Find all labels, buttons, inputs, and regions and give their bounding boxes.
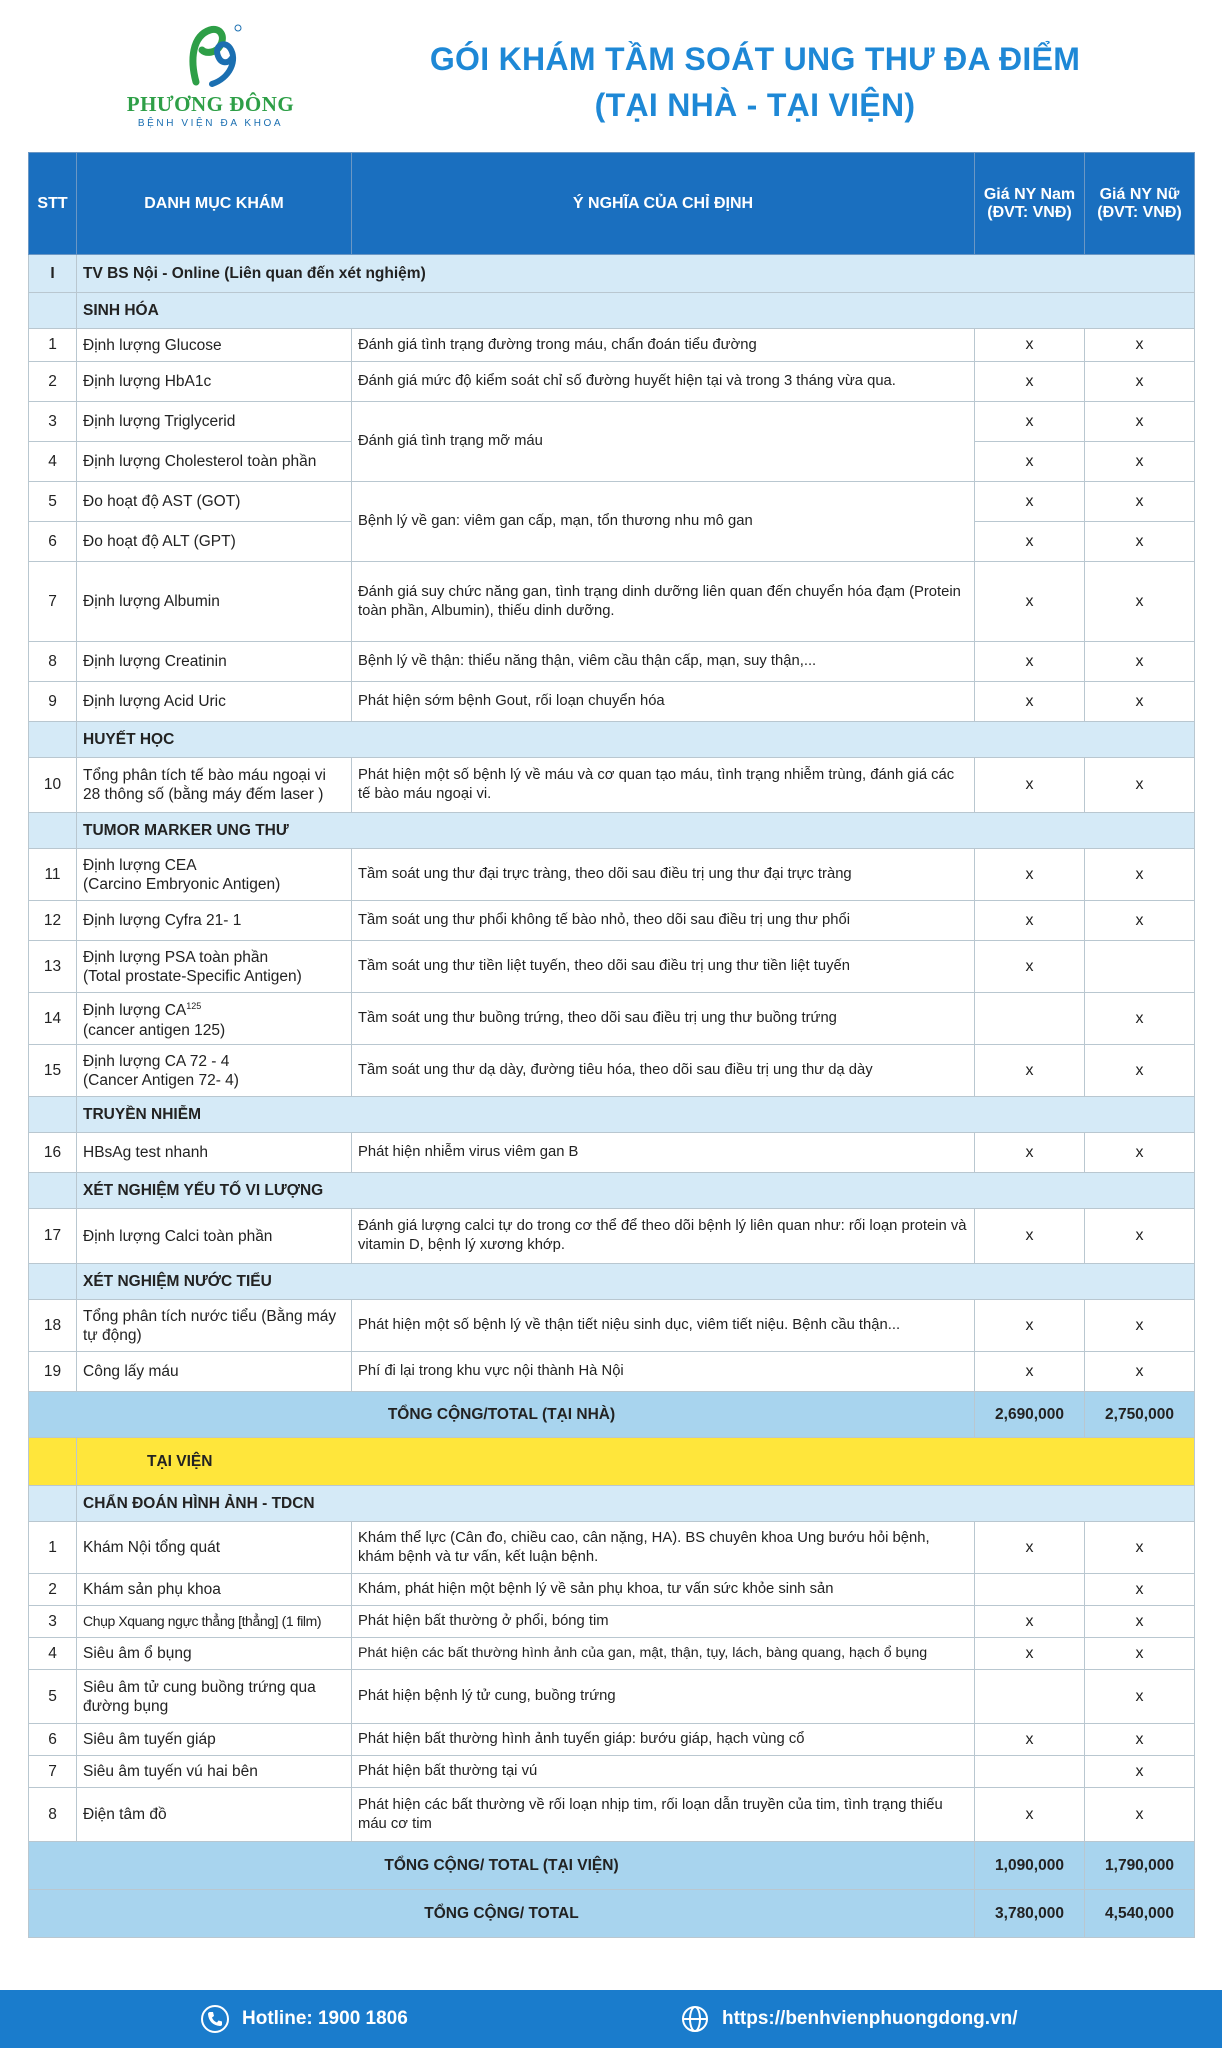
total-home-row	[29, 1392, 1195, 1438]
row-male-mark: x	[975, 901, 1085, 941]
row-item: Khám Nội tổng quát	[77, 1522, 352, 1574]
globe-icon	[680, 2004, 710, 2034]
row-male-mark: x	[975, 442, 1085, 482]
total-clinic-label: TỔNG CỘNG/ TOTAL (TẠI VIỆN)	[29, 1842, 975, 1890]
row-meaning: Phát hiện các bất thường hình ảnh của gan, mật, thận, tụy, lách, bàng quang, hạch ổ bụng	[352, 1638, 975, 1670]
row-item: Định lượng Albumin	[77, 562, 352, 642]
row-meaning: Khám, phát hiện một bệnh lý về sản phụ khoa, tư vấn sức khỏe sinh sản	[352, 1574, 975, 1606]
row-stt: 17	[29, 1209, 77, 1264]
header-male-price: Giá NY Nam (ĐVT: VNĐ)	[975, 153, 1085, 255]
row-female-mark: x	[1085, 1045, 1195, 1097]
row-meaning: Phát hiện bất thường ở phổi, bóng tim	[352, 1606, 975, 1638]
table-row	[29, 1638, 1195, 1670]
row-male-mark: x	[975, 1522, 1085, 1574]
row-meaning: Đánh giá lượng calci tự do trong cơ thể để theo dõi bệnh lý liên quan như: rối loạn protein và vitamin D, bệnh lý xương khớp.	[352, 1209, 975, 1264]
row-male-mark: x	[975, 329, 1085, 362]
header-meaning: Ý NGHĨA CỦA CHỈ ĐỊNH	[352, 153, 975, 255]
row-male-mark: x	[975, 1724, 1085, 1756]
row-meaning: Tầm soát ung thư đại trực tràng, theo dõi sau điều trị ung thư đại trực tràng	[352, 849, 975, 901]
row-female-mark: x	[1085, 1670, 1195, 1724]
row-meaning: Phát hiện bất thường tại vú	[352, 1756, 975, 1788]
row-stt: 3	[29, 402, 77, 442]
table-row	[29, 1522, 1195, 1574]
price-table	[28, 152, 1195, 1938]
website-link[interactable]	[680, 2004, 1018, 2034]
row-item: Đo hoạt độ AST (GOT)	[77, 482, 352, 522]
row-meaning: Đánh giá mức độ kiểm soát chỉ số đường huyết hiện tại và trong 3 tháng vừa qua.	[352, 362, 975, 402]
hospital-logo	[118, 22, 303, 132]
row-male-mark: x	[975, 1133, 1085, 1173]
total-all-male: 3,780,000	[975, 1890, 1085, 1938]
row-male-mark: x	[975, 1209, 1085, 1264]
row-item: Định lượng Glucose	[77, 329, 352, 362]
section-row	[29, 722, 1195, 758]
header-female-price: Giá NY Nữ (ĐVT: VNĐ)	[1085, 153, 1195, 255]
row-female-mark: x	[1085, 329, 1195, 362]
row-item: Định lượng CEA (Carcino Embryonic Antigen)	[77, 849, 352, 901]
page-title	[330, 36, 1180, 128]
row-stt: 3	[29, 1606, 77, 1638]
row-male-mark: x	[975, 941, 1085, 993]
row-stt: 14	[29, 993, 77, 1045]
row-item: Siêu âm tuyến vú hai bên	[77, 1756, 352, 1788]
row-meaning: Đánh giá tình trạng đường trong máu, chẩn đoán tiểu đường	[352, 329, 975, 362]
row-female-mark: x	[1085, 1756, 1195, 1788]
row-stt: 6	[29, 522, 77, 562]
title-line-1: GÓI KHÁM TẦM SOÁT UNG THƯ ĐA ĐIỂM	[429, 41, 1081, 77]
row-item: HBsAg test nhanh	[77, 1133, 352, 1173]
row-meaning: Khám thể lực (Cân đo, chiều cao, cân nặng, HA). BS chuyên khoa Ung bướu hỏi bệnh, khám bệnh và tư vấn, kết luận bệnh.	[352, 1522, 975, 1574]
row-male-mark: x	[975, 362, 1085, 402]
table-row	[29, 1724, 1195, 1756]
table-row	[29, 1045, 1195, 1097]
row-stt: 4	[29, 442, 77, 482]
section-title: CHẨN ĐOÁN HÌNH ẢNH - TDCN	[77, 1486, 1195, 1522]
row-stt: 8	[29, 1788, 77, 1842]
table-row	[29, 1574, 1195, 1606]
table-row	[29, 941, 1195, 993]
table-row	[29, 758, 1195, 813]
clinic-banner-row	[29, 1438, 1195, 1486]
row-stt: 15	[29, 1045, 77, 1097]
table-row	[29, 901, 1195, 941]
section-row	[29, 813, 1195, 849]
brand-subtitle: BỆNH VIỆN ĐA KHOA	[137, 118, 284, 129]
table-row	[29, 993, 1195, 1045]
row-item: Định lượng HbA1c	[77, 362, 352, 402]
total-home-label: TỔNG CỘNG/TOTAL (TẠI NHÀ)	[29, 1392, 975, 1438]
section-title: SINH HÓA	[77, 293, 1195, 329]
row-meaning: Phát hiện sớm bệnh Gout, rối loạn chuyển hóa	[352, 682, 975, 722]
row-male-mark	[975, 1574, 1085, 1606]
row-stt: 19	[29, 1352, 77, 1392]
row-stt: 7	[29, 1756, 77, 1788]
row-female-mark: x	[1085, 522, 1195, 562]
row-meaning: Tầm soát ung thư dạ dày, đường tiêu hóa, theo dõi sau điều trị ung thư dạ dày	[352, 1045, 975, 1097]
row-meaning: Bệnh lý về gan: viêm gan cấp, mạn, tổn thương nhu mô gan	[352, 482, 975, 562]
row-stt: 2	[29, 1574, 77, 1606]
table-row	[29, 849, 1195, 901]
row-male-mark: x	[975, 1638, 1085, 1670]
row-item: Công lấy máu	[77, 1352, 352, 1392]
row-stt: 8	[29, 642, 77, 682]
row-male-mark: x	[975, 758, 1085, 813]
row-stt: 7	[29, 562, 77, 642]
row-item: Điện tâm đồ	[77, 1788, 352, 1842]
row-item: Định lượng Calci toàn phần	[77, 1209, 352, 1264]
row-stt: 11	[29, 849, 77, 901]
website-text: https://benhvienphuongdong.vn/	[722, 2008, 1018, 2029]
total-clinic-male: 1,090,000	[975, 1842, 1085, 1890]
row-meaning: Bệnh lý về thận: thiểu năng thận, viêm cầu thận cấp, mạn, suy thận,...	[352, 642, 975, 682]
section-title: XÉT NGHIỆM NƯỚC TIỂU	[77, 1264, 1195, 1300]
total-home-male: 2,690,000	[975, 1392, 1085, 1438]
hotline-text: Hotline: 1900 1806	[242, 2008, 408, 2029]
row-female-mark: x	[1085, 482, 1195, 522]
row-male-mark: x	[975, 1788, 1085, 1842]
row-meaning: Phí đi lại trong khu vực nội thành Hà Nội	[352, 1352, 975, 1392]
section-title: TRUYỀN NHIỄM	[77, 1097, 1195, 1133]
total-all-row	[29, 1890, 1195, 1938]
row-female-mark: x	[1085, 901, 1195, 941]
row-meaning: Phát hiện bất thường hình ảnh tuyến giáp: bướu giáp, hạch vùng cổ	[352, 1724, 975, 1756]
row-female-mark: x	[1085, 402, 1195, 442]
row-female-mark: x	[1085, 682, 1195, 722]
phone-icon	[200, 2004, 230, 2034]
row-female-mark: x	[1085, 758, 1195, 813]
part-title: TV BS Nội - Online (Liên quan đến xét nghiệm)	[77, 255, 1195, 293]
row-item: Định lượng CA$^{125}$ (cancer antigen 125)	[77, 993, 352, 1045]
row-female-mark: x	[1085, 642, 1195, 682]
row-female-mark: x	[1085, 993, 1195, 1045]
row-meaning: Tầm soát ung thư phổi không tế bào nhỏ, theo dõi sau điều trị ung thư phổi	[352, 901, 975, 941]
row-female-mark: x	[1085, 562, 1195, 642]
row-meaning: Tầm soát ung thư tiền liệt tuyến, theo dõi sau điều trị ung thư tiền liệt tuyến	[352, 941, 975, 993]
section-row	[29, 1264, 1195, 1300]
header-category: DANH MỤC KHÁM	[77, 153, 352, 255]
row-item: Định lượng Cyfra 21- 1	[77, 901, 352, 941]
table-row	[29, 642, 1195, 682]
row-male-mark: x	[975, 1606, 1085, 1638]
part-stt: I	[29, 255, 77, 293]
row-female-mark: x	[1085, 362, 1195, 402]
table-row	[29, 402, 1195, 442]
row-stt: 13	[29, 941, 77, 993]
row-female-mark: x	[1085, 1724, 1195, 1756]
row-stt: 9	[29, 682, 77, 722]
table-row	[29, 1300, 1195, 1352]
row-male-mark: x	[975, 482, 1085, 522]
row-male-mark: x	[975, 642, 1085, 682]
row-stt: 5	[29, 1670, 77, 1724]
section-title: TUMOR MARKER UNG THƯ	[77, 813, 1195, 849]
table-row	[29, 1788, 1195, 1842]
section-row	[29, 1486, 1195, 1522]
row-meaning: Phát hiện bệnh lý tử cung, buồng trứng	[352, 1670, 975, 1724]
table-row	[29, 682, 1195, 722]
table-row	[29, 562, 1195, 642]
table-row	[29, 1209, 1195, 1264]
total-all-female: 4,540,000	[1085, 1890, 1195, 1938]
row-male-mark: x	[975, 1300, 1085, 1352]
part-row	[29, 255, 1195, 293]
total-home-female: 2,750,000	[1085, 1392, 1195, 1438]
logo-emblem-icon	[176, 22, 246, 90]
row-meaning: Phát hiện một số bệnh lý về thận tiết niệu sinh dục, viêm tiết niệu. Bệnh cầu thận...	[352, 1300, 975, 1352]
row-male-mark	[975, 1756, 1085, 1788]
footer-bar	[0, 1990, 1222, 2048]
row-male-mark	[975, 1670, 1085, 1724]
row-item: Định lượng CA 72 - 4 (Cancer Antigen 72- 4)	[77, 1045, 352, 1097]
table-row	[29, 329, 1195, 362]
row-stt: 10	[29, 758, 77, 813]
row-female-mark: x	[1085, 1638, 1195, 1670]
table-row	[29, 1352, 1195, 1392]
row-stt: 2	[29, 362, 77, 402]
row-meaning: Đánh giá suy chức năng gan, tình trạng dinh dưỡng liên quan đến chuyển hóa đạm (Protein toàn phần, Albumin), thiếu dinh dưỡng.	[352, 562, 975, 642]
row-male-mark: x	[975, 1045, 1085, 1097]
row-stt: 18	[29, 1300, 77, 1352]
row-stt: 4	[29, 1638, 77, 1670]
row-item: Siêu âm tuyến giáp	[77, 1724, 352, 1756]
row-stt: 6	[29, 1724, 77, 1756]
row-female-mark: x	[1085, 1606, 1195, 1638]
row-male-mark: x	[975, 1352, 1085, 1392]
row-female-mark	[1085, 941, 1195, 993]
row-stt: 1	[29, 1522, 77, 1574]
table-row	[29, 1606, 1195, 1638]
row-item: Định lượng Cholesterol toàn phần	[77, 442, 352, 482]
section-row	[29, 293, 1195, 329]
row-male-mark: x	[975, 522, 1085, 562]
section-title: XÉT NGHIỆM YẾU TỐ VI LƯỢNG	[77, 1173, 1195, 1209]
row-female-mark: x	[1085, 1209, 1195, 1264]
row-meaning: Phát hiện một số bệnh lý về máu và cơ quan tạo máu, tình trạng nhiễm trùng, đánh giá các tế bào máu ngoại vi.	[352, 758, 975, 813]
row-item: Đo hoạt độ ALT (GPT)	[77, 522, 352, 562]
row-meaning: Phát hiện các bất thường về rối loạn nhịp tim, rối loạn dẫn truyền của tim, tình trạng thiếu máu cơ tim	[352, 1788, 975, 1842]
section-row	[29, 1173, 1195, 1209]
row-meaning: Phát hiện nhiễm virus viêm gan B	[352, 1133, 975, 1173]
row-male-mark	[975, 993, 1085, 1045]
row-item: Siêu âm ổ bụng	[77, 1638, 352, 1670]
row-female-mark: x	[1085, 442, 1195, 482]
table-row	[29, 482, 1195, 522]
row-meaning: Tầm soát ung thư buồng trứng, theo dõi sau điều trị ung thư buồng trứng	[352, 993, 975, 1045]
row-item: Định lượng Triglycerid	[77, 402, 352, 442]
row-stt: 5	[29, 482, 77, 522]
row-female-mark: x	[1085, 1522, 1195, 1574]
title-line-2: (TẠI NHÀ - TẠI VIỆN)	[594, 87, 916, 123]
row-item: Khám sản phụ khoa	[77, 1574, 352, 1606]
row-female-mark: x	[1085, 1574, 1195, 1606]
row-stt: 1	[29, 329, 77, 362]
section-title: HUYẾT HỌC	[77, 722, 1195, 758]
brand-name: PHƯƠNG ĐÔNG	[126, 92, 295, 116]
section-row	[29, 1097, 1195, 1133]
table-header-row	[29, 153, 1195, 255]
row-meaning: Đánh giá tình trạng mỡ máu	[352, 402, 975, 482]
table-row	[29, 1756, 1195, 1788]
row-item: Định lượng Creatinin	[77, 642, 352, 682]
total-clinic-female: 1,790,000	[1085, 1842, 1195, 1890]
row-female-mark: x	[1085, 1788, 1195, 1842]
clinic-banner-label: TẠI VIỆN	[77, 1438, 1195, 1486]
row-male-mark: x	[975, 849, 1085, 901]
row-item: Tổng phân tích nước tiểu (Bằng máy tự động)	[77, 1300, 352, 1352]
row-male-mark: x	[975, 402, 1085, 442]
total-all-label: TỔNG CỘNG/ TOTAL	[29, 1890, 975, 1938]
row-female-mark: x	[1085, 1352, 1195, 1392]
table-row	[29, 1133, 1195, 1173]
total-clinic-row	[29, 1842, 1195, 1890]
row-female-mark: x	[1085, 849, 1195, 901]
row-stt: 16	[29, 1133, 77, 1173]
row-item: Chụp Xquang ngực thẳng [thẳng] (1 film)	[77, 1606, 352, 1638]
page-header	[0, 0, 1222, 150]
row-item: Tổng phân tích tế bào máu ngoại vi 28 thông số (bằng máy đếm laser )	[77, 758, 352, 813]
hotline-link[interactable]	[200, 2004, 408, 2034]
table-row	[29, 362, 1195, 402]
row-item: Siêu âm tử cung buồng trứng qua đường bụng	[77, 1670, 352, 1724]
row-male-mark: x	[975, 562, 1085, 642]
row-item: Định lượng Acid Uric	[77, 682, 352, 722]
row-female-mark: x	[1085, 1300, 1195, 1352]
row-female-mark: x	[1085, 1133, 1195, 1173]
header-stt: STT	[29, 153, 77, 255]
row-stt: 12	[29, 901, 77, 941]
row-item: Định lượng PSA toàn phần (Total prostate-Specific Antigen)	[77, 941, 352, 993]
table-row	[29, 1670, 1195, 1724]
row-male-mark: x	[975, 682, 1085, 722]
